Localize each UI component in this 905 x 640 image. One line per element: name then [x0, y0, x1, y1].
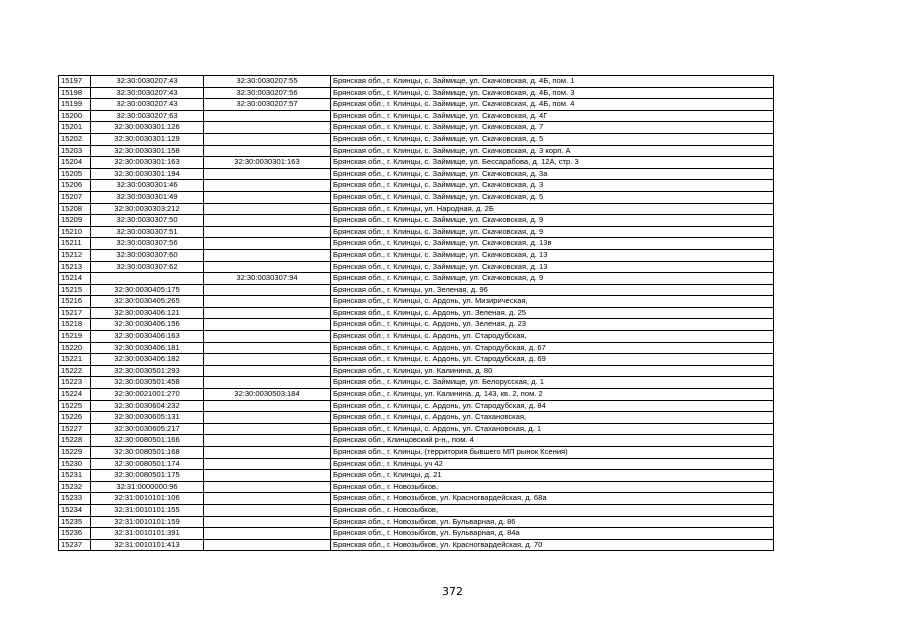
- row-number-cell: 15213: [59, 261, 91, 273]
- address-cell: Брянская обл., г. Клинцы, с. Займище, ул. Скачковская, д. 3 корп. А: [331, 145, 774, 157]
- row-number-cell: 15202: [59, 133, 91, 145]
- building-cadastral-number-cell: [204, 354, 331, 366]
- row-number-cell: 15198: [59, 87, 91, 99]
- table-row: [59, 331, 774, 343]
- building-cadastral-number-cell: [204, 470, 331, 482]
- address-cell: Брянская обл., г. Клинцы, с. Займище, ул. Скачковская, д. 13: [331, 261, 774, 273]
- table-row: [59, 493, 774, 505]
- registry-table: [58, 75, 774, 551]
- table-row: [59, 261, 774, 273]
- table-row: [59, 377, 774, 389]
- cadastral-number-cell: 32:31:0010101:413: [91, 539, 204, 551]
- building-cadastral-number-cell: [204, 516, 331, 528]
- building-cadastral-number-cell: [204, 377, 331, 389]
- building-cadastral-number-cell: [204, 145, 331, 157]
- row-number-cell: 15207: [59, 191, 91, 203]
- cadastral-number-cell: 32:30:0021001:270: [91, 389, 204, 401]
- cadastral-number-cell: 32:31:0010101:159: [91, 516, 204, 528]
- row-number-cell: 15237: [59, 539, 91, 551]
- row-number-cell: 15205: [59, 168, 91, 180]
- row-number-cell: 15218: [59, 319, 91, 331]
- row-number-cell: 15231: [59, 470, 91, 482]
- row-number-cell: 15223: [59, 377, 91, 389]
- table-row: [59, 470, 774, 482]
- address-cell: Брянская обл., г. Новозыбков,: [331, 504, 774, 516]
- table-row: [59, 203, 774, 215]
- table-row: [59, 180, 774, 192]
- cadastral-number-cell: 32:30:0030301:126: [91, 122, 204, 134]
- cadastral-number-cell: 32:31:0000000:96: [91, 481, 204, 493]
- address-cell: Брянская обл., г. Клинцы, с. Займище, ул. Белорусская, д. 1: [331, 377, 774, 389]
- table-row: [59, 284, 774, 296]
- cadastral-number-cell: 32:30:0030307:62: [91, 261, 204, 273]
- building-cadastral-number-cell: 32:30:0030207:55: [204, 76, 331, 88]
- cadastral-number-cell: 32:30:0030307:60: [91, 249, 204, 261]
- address-cell: Брянская обл., г. Клинцы, с. Займище, ул. Скачковская, д. 3: [331, 180, 774, 192]
- building-cadastral-number-cell: [204, 296, 331, 308]
- building-cadastral-number-cell: [204, 423, 331, 435]
- table-row: [59, 528, 774, 540]
- address-cell: Брянская обл., г. Клинцы, с. Займище, ул. Скачковская, д. 5: [331, 191, 774, 203]
- building-cadastral-number-cell: [204, 458, 331, 470]
- address-cell: Брянская обл., г. Клинцы, с. Займище, ул. Скачковская, д. 9: [331, 215, 774, 227]
- building-cadastral-number-cell: [204, 191, 331, 203]
- building-cadastral-number-cell: [204, 365, 331, 377]
- table-row: [59, 319, 774, 331]
- building-cadastral-number-cell: [204, 481, 331, 493]
- row-number-cell: 15204: [59, 157, 91, 169]
- cadastral-number-cell: 32:30:0030604:232: [91, 400, 204, 412]
- building-cadastral-number-cell: [204, 226, 331, 238]
- address-cell: Брянская обл., г. Клинцы, ул. Народная, д. 2Б: [331, 203, 774, 215]
- building-cadastral-number-cell: [204, 238, 331, 250]
- building-cadastral-number-cell: [204, 447, 331, 459]
- cadastral-number-cell: 32:30:0030501:293: [91, 365, 204, 377]
- row-number-cell: 15235: [59, 516, 91, 528]
- cadastral-number-cell: 32:31:0010101:106: [91, 493, 204, 505]
- building-cadastral-number-cell: [204, 528, 331, 540]
- table-row: [59, 226, 774, 238]
- address-cell: Брянская обл., г. Клинцы, с. Займище, ул. Скачковская, д. 4Б, пом. 4: [331, 99, 774, 111]
- table-row: [59, 249, 774, 261]
- address-cell: Брянская обл., г. Клинцы, с. Займище, ул. Скачковская, д. 3а: [331, 168, 774, 180]
- row-number-cell: 15217: [59, 307, 91, 319]
- row-number-cell: 15206: [59, 180, 91, 192]
- cadastral-number-cell: 32:30:0030605:131: [91, 412, 204, 424]
- table-row: [59, 87, 774, 99]
- building-cadastral-number-cell: 32:30:0030207:57: [204, 99, 331, 111]
- table-row: [59, 157, 774, 169]
- cadastral-number-cell: 32:30:0030406:156: [91, 319, 204, 331]
- building-cadastral-number-cell: [204, 122, 331, 134]
- address-cell: Брянская обл., г. Клинцы, с. Ардонь, ул. Стародубская, д. 84: [331, 400, 774, 412]
- row-number-cell: 15209: [59, 215, 91, 227]
- address-cell: Брянская обл., г. Новозыбков, ул. Красногвардейская, д. 68а: [331, 493, 774, 505]
- building-cadastral-number-cell: [204, 400, 331, 412]
- building-cadastral-number-cell: 32:30:0030503:184: [204, 389, 331, 401]
- address-cell: Брянская обл., г. Клинцы, уч 42: [331, 458, 774, 470]
- table-row: [59, 481, 774, 493]
- table-row: [59, 423, 774, 435]
- table-row: [59, 122, 774, 134]
- cadastral-number-cell: 32:30:0030301:194: [91, 168, 204, 180]
- building-cadastral-number-cell: [204, 435, 331, 447]
- row-number-cell: 15216: [59, 296, 91, 308]
- address-cell: Брянская обл., г. Клинцы, с. Займище, ул. Скачковская, д. 13в: [331, 238, 774, 250]
- row-number-cell: 15219: [59, 331, 91, 343]
- row-number-cell: 15230: [59, 458, 91, 470]
- cadastral-number-cell: 32:30:0030307:50: [91, 215, 204, 227]
- row-number-cell: 15208: [59, 203, 91, 215]
- building-cadastral-number-cell: 32:30:0030301:163: [204, 157, 331, 169]
- cadastral-number-cell: 32:30:0080501:168: [91, 447, 204, 459]
- cadastral-number-cell: 32:30:0030501:458: [91, 377, 204, 389]
- table-row: [59, 447, 774, 459]
- cadastral-number-cell: 32:30:0080501:166: [91, 435, 204, 447]
- cadastral-number-cell: 32:30:0030406:182: [91, 354, 204, 366]
- building-cadastral-number-cell: [204, 180, 331, 192]
- building-cadastral-number-cell: [204, 412, 331, 424]
- row-number-cell: 15232: [59, 481, 91, 493]
- building-cadastral-number-cell: [204, 493, 331, 505]
- row-number-cell: 15201: [59, 122, 91, 134]
- building-cadastral-number-cell: [204, 319, 331, 331]
- address-cell: Брянская обл., г. Клинцы, ул. Зеленая, д. 96: [331, 284, 774, 296]
- building-cadastral-number-cell: [204, 203, 331, 215]
- address-cell: Брянская обл., г. Клинцы, с. Займище, ул. Скачковская, д. 4Б, пом. 3: [331, 87, 774, 99]
- row-number-cell: 15211: [59, 238, 91, 250]
- building-cadastral-number-cell: [204, 331, 331, 343]
- building-cadastral-number-cell: [204, 504, 331, 516]
- table-row: [59, 516, 774, 528]
- cadastral-number-cell: 32:30:0030307:56: [91, 238, 204, 250]
- row-number-cell: 15233: [59, 493, 91, 505]
- page-number: 372: [442, 585, 463, 598]
- address-cell: Брянская обл., г. Клинцы, с. Ардонь, ул. Стародубская, д. 69: [331, 354, 774, 366]
- cadastral-number-cell: 32:30:0030207:43: [91, 87, 204, 99]
- address-cell: Брянская обл., г. Клинцы, с. Займище, ул. Скачковская, д. 13: [331, 249, 774, 261]
- address-cell: Брянская обл., г. Клинцы, с. Займище, ул. Скачковская, д. 9: [331, 226, 774, 238]
- table-row: [59, 400, 774, 412]
- row-number-cell: 15229: [59, 447, 91, 459]
- table-row: [59, 296, 774, 308]
- address-cell: Брянская обл., г. Клинцы, с. Ардонь, ул. Стародубская,: [331, 331, 774, 343]
- cadastral-number-cell: 32:30:0030303:212: [91, 203, 204, 215]
- table-row: [59, 504, 774, 516]
- cadastral-number-cell: 32:30:0030405:175: [91, 284, 204, 296]
- cadastral-number-cell: 32:30:0030301:163: [91, 157, 204, 169]
- building-cadastral-number-cell: [204, 168, 331, 180]
- address-cell: Брянская обл., г. Клинцы, ул. Калинина, д. 80: [331, 365, 774, 377]
- address-cell: Брянская обл., г. Клинцы, (территория бывшего МП рынок Ксения): [331, 447, 774, 459]
- row-number-cell: 15215: [59, 284, 91, 296]
- row-number-cell: 15214: [59, 273, 91, 285]
- row-number-cell: 15226: [59, 412, 91, 424]
- cadastral-number-cell: 32:30:0030406:163: [91, 331, 204, 343]
- building-cadastral-number-cell: 32:30:0030307:94: [204, 273, 331, 285]
- address-cell: Брянская обл., г. Клинцы, с. Ардонь, ул. Стародубская, д. 67: [331, 342, 774, 354]
- address-cell: Брянская обл., г. Клинцы, с. Ардонь, ул. Стахановская, д. 1: [331, 423, 774, 435]
- cadastral-number-cell: 32:30:0030406:181: [91, 342, 204, 354]
- row-number-cell: 15210: [59, 226, 91, 238]
- cadastral-number-cell: 32:30:0030406:121: [91, 307, 204, 319]
- building-cadastral-number-cell: [204, 110, 331, 122]
- cadastral-number-cell: 32:31:0010101:391: [91, 528, 204, 540]
- cadastral-number-cell: 32:30:0030605:217: [91, 423, 204, 435]
- table-row: [59, 215, 774, 227]
- row-number-cell: 15221: [59, 354, 91, 366]
- table-row: [59, 99, 774, 111]
- cadastral-number-cell: 32:30:0030207:63: [91, 110, 204, 122]
- table-row: [59, 354, 774, 366]
- cadastral-number-cell: 32:30:0030207:43: [91, 99, 204, 111]
- cadastral-number-cell: 32:30:0030207:43: [91, 76, 204, 88]
- address-cell: Брянская обл., г. Клинцы, с. Ардонь, ул. Зеленая, д. 25: [331, 307, 774, 319]
- building-cadastral-number-cell: [204, 215, 331, 227]
- address-cell: Брянская обл., г. Клинцы, с. Займище, ул. Скачковская, д. 4Б, пом. 1: [331, 76, 774, 88]
- table-row: [59, 238, 774, 250]
- table-row: [59, 435, 774, 447]
- table-row: [59, 365, 774, 377]
- row-number-cell: 15234: [59, 504, 91, 516]
- row-number-cell: 15212: [59, 249, 91, 261]
- address-cell: Брянская обл., г. Клинцы, с. Ардонь, ул. Зеленая, д. 23: [331, 319, 774, 331]
- building-cadastral-number-cell: [204, 539, 331, 551]
- building-cadastral-number-cell: [204, 284, 331, 296]
- row-number-cell: 15225: [59, 400, 91, 412]
- building-cadastral-number-cell: [204, 342, 331, 354]
- row-number-cell: 15236: [59, 528, 91, 540]
- building-cadastral-number-cell: [204, 249, 331, 261]
- address-cell: Брянская обл., г. Новозыбков, ул. Бульварная, д. 86: [331, 516, 774, 528]
- cadastral-number-cell: 32:30:0030307:51: [91, 226, 204, 238]
- table-row: [59, 76, 774, 88]
- row-number-cell: 15197: [59, 76, 91, 88]
- registry-table-body: [59, 76, 774, 551]
- cadastral-number-cell: 32:30:0030301:129: [91, 133, 204, 145]
- row-number-cell: 15199: [59, 99, 91, 111]
- address-cell: Брянская обл., г. Клинцы, ул. Калинина, д. 143, кв. 2, пом. 2: [331, 389, 774, 401]
- table-row: [59, 110, 774, 122]
- row-number-cell: 15220: [59, 342, 91, 354]
- cadastral-number-cell: 32:30:0080501:174: [91, 458, 204, 470]
- table-row: [59, 273, 774, 285]
- address-cell: Брянская обл., г. Клинцы, д. 21: [331, 470, 774, 482]
- table-row: [59, 191, 774, 203]
- cadastral-number-cell: 32:30:0080501:175: [91, 470, 204, 482]
- row-number-cell: 15227: [59, 423, 91, 435]
- building-cadastral-number-cell: 32:30:0030207:56: [204, 87, 331, 99]
- cadastral-number-cell: 32:30:0030405:265: [91, 296, 204, 308]
- row-number-cell: 15228: [59, 435, 91, 447]
- cadastral-number-cell: 32:30:0030301:46: [91, 180, 204, 192]
- address-cell: Брянская обл., г. Клинцы, с. Займище, ул. Скачковская, д. 9: [331, 273, 774, 285]
- address-cell: Брянская обл., г. Клинцы, с. Займище, ул. Скачковская, д. 7: [331, 122, 774, 134]
- address-cell: Брянская обл., г. Клинцы, с. Займище, ул. Бессарабова, д. 12А, стр. 3: [331, 157, 774, 169]
- cadastral-number-cell: [91, 273, 204, 285]
- table-row: [59, 389, 774, 401]
- address-cell: Брянская обл., г. Клинцы, с. Займище, ул. Скачковская, д. 5: [331, 133, 774, 145]
- table-row: [59, 307, 774, 319]
- table-row: [59, 539, 774, 551]
- table-row: [59, 168, 774, 180]
- building-cadastral-number-cell: [204, 307, 331, 319]
- address-cell: Брянская обл., г. Новозыбков, ул. Красногвардейская, д. 70: [331, 539, 774, 551]
- building-cadastral-number-cell: [204, 133, 331, 145]
- table-row: [59, 412, 774, 424]
- address-cell: Брянская обл., г. Новозыбков, ул. Бульварная, д. 84а: [331, 528, 774, 540]
- cadastral-number-cell: 32:30:0030301:49: [91, 191, 204, 203]
- row-number-cell: 15224: [59, 389, 91, 401]
- address-cell: Брянская обл., г. Клинцы, с. Ардонь, ул. Мизирическая,: [331, 296, 774, 308]
- cadastral-number-cell: 32:30:0030301:158: [91, 145, 204, 157]
- address-cell: Брянская обл., г. Новозыбков,: [331, 481, 774, 493]
- address-cell: Брянская обл., г. Клинцы, с. Займище, ул. Скачковская, д. 4Г: [331, 110, 774, 122]
- table-row: [59, 458, 774, 470]
- table-row: [59, 342, 774, 354]
- building-cadastral-number-cell: [204, 261, 331, 273]
- cadastral-number-cell: 32:31:0010101:155: [91, 504, 204, 516]
- address-cell: Брянская обл., г. Клинцы, с. Ардонь, ул. Стахановская,: [331, 412, 774, 424]
- row-number-cell: 15203: [59, 145, 91, 157]
- table-row: [59, 145, 774, 157]
- table-row: [59, 133, 774, 145]
- row-number-cell: 15222: [59, 365, 91, 377]
- row-number-cell: 15200: [59, 110, 91, 122]
- address-cell: Брянская обл., Клинцовский р-н,, пом. 4: [331, 435, 774, 447]
